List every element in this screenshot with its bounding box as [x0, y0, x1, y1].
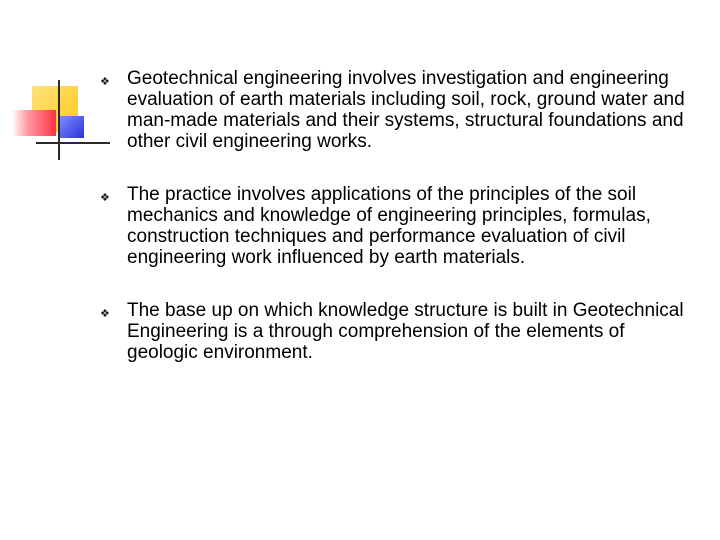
bullet-text: The base up on which knowledge structure is built in Geotechnical Engineering is a through comprehension of the elements of geologic environment.	[127, 300, 684, 363]
slide-body	[100, 68, 700, 395]
logo-blue-square	[60, 116, 84, 138]
logo-vertical-line	[58, 80, 60, 160]
diamond-bullet-icon: ❖	[100, 308, 110, 320]
diamond-bullet-icon: ❖	[100, 76, 110, 88]
diamond-bullet-icon: ❖	[100, 192, 110, 204]
bullet-item	[100, 68, 700, 152]
logo-horizontal-line	[36, 142, 110, 144]
bullet-item	[100, 184, 700, 268]
bullet-text: The practice involves applications of the principles of the soil mechanics and knowledge of engineering principles, formulas, construction techniques and performance evaluation of civil engineering work influenced by earth materials.	[127, 184, 651, 268]
bullet-text: Geotechnical engineering involves investigation and engineering evaluation of earth materials including soil, rock, ground water and man-made materials and their systems, structural foundations and other civil engineering works.	[127, 68, 685, 152]
bullet-item	[100, 300, 700, 363]
decorative-logo	[0, 0, 110, 170]
logo-red-square	[12, 110, 56, 136]
